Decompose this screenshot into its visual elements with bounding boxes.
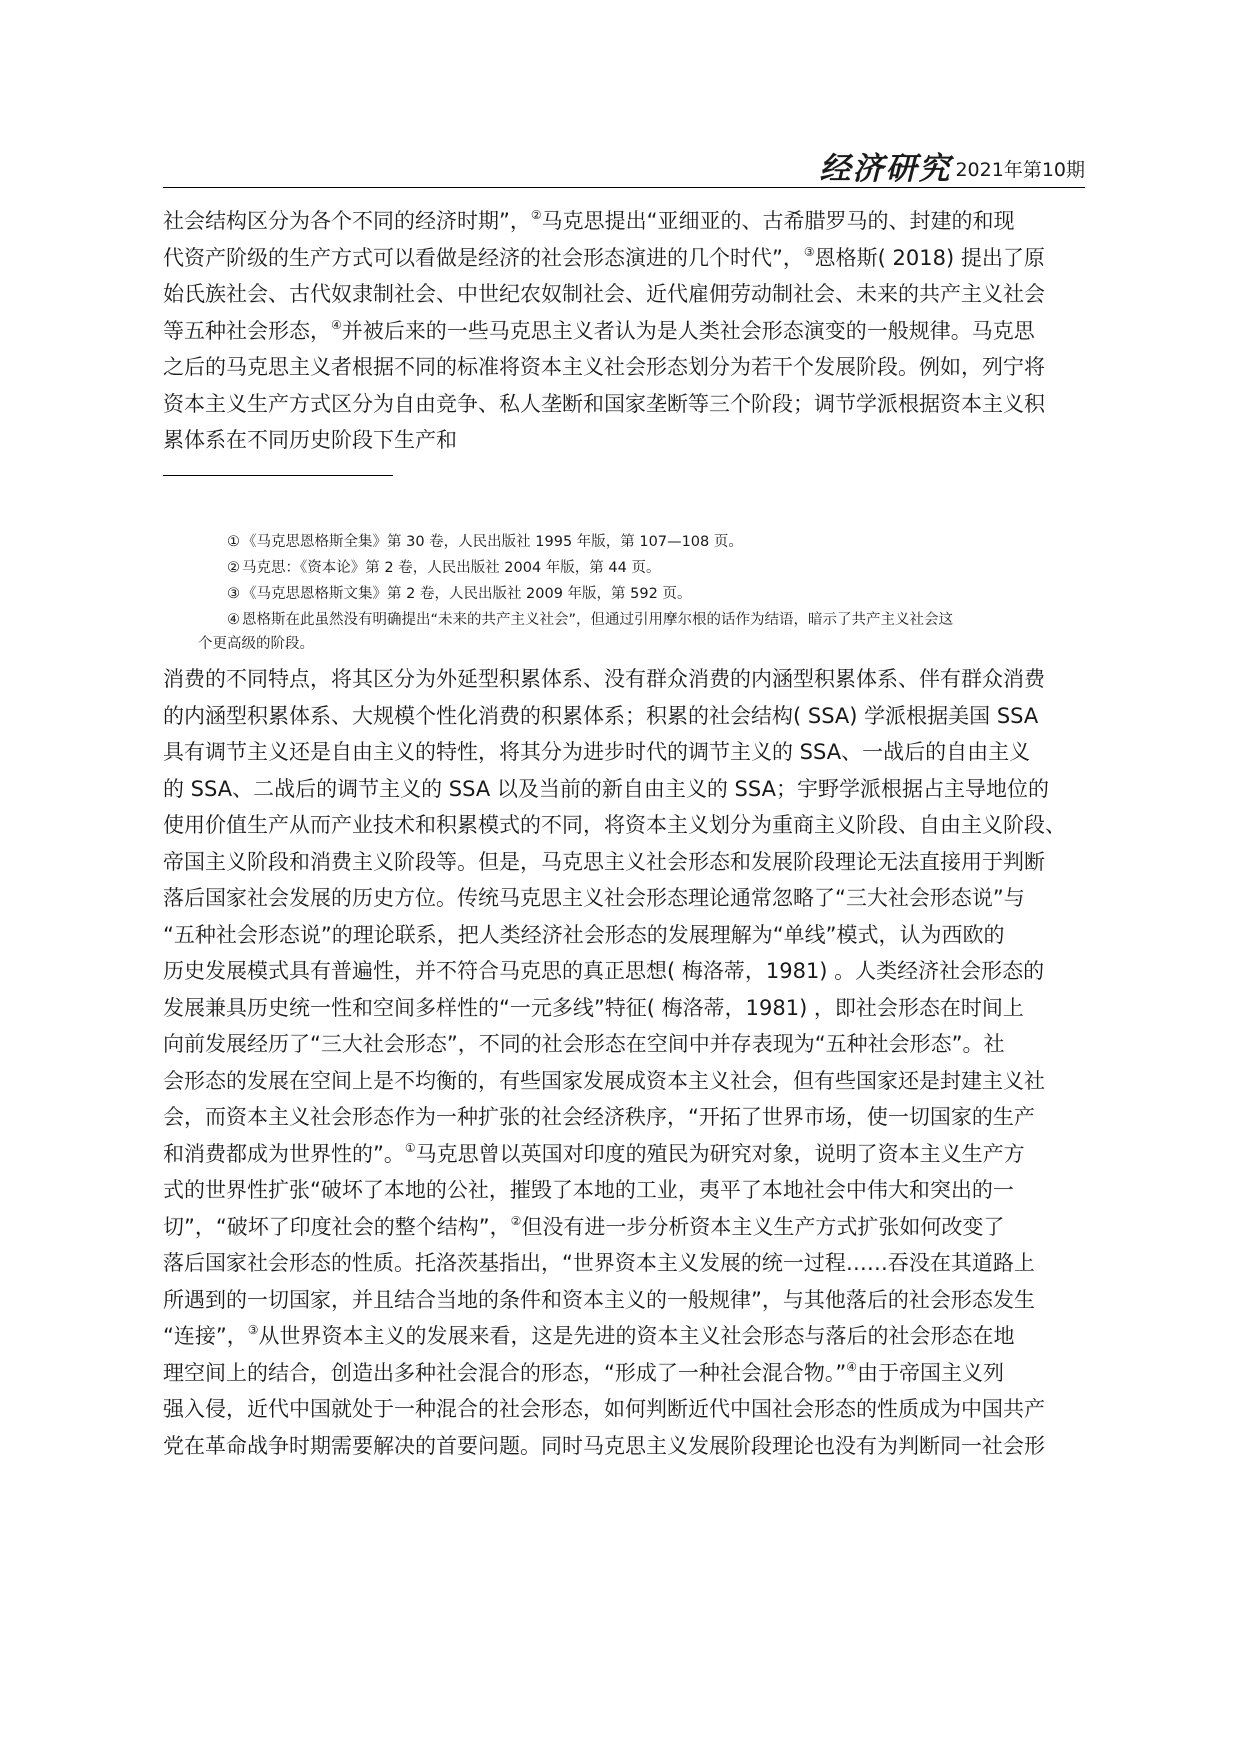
line-text: 消费的不同特点，将其区分为外延型积累体系、没有群众消费的内涵型积累体系、伴有群众消费: [163, 667, 1045, 691]
text-line: [163, 953, 1085, 990]
text-line: [163, 313, 1085, 350]
line-text: 资本主义生产方式区分为自由竞争、私人垄断和国家垄断等三个阶段；调节学派根据资本主义积: [163, 391, 1045, 416]
text-line: [163, 1099, 1085, 1136]
text-line: [163, 1318, 1085, 1355]
footnote-ref[interactable]: ④: [846, 1359, 858, 1374]
footnote-text: 恩格斯在此虽然没有明确提出“未来的共产主义社会”，但通过引用摩尔根的话作为结语，暗示了共产主义社会这: [242, 612, 954, 628]
text-line: [163, 1282, 1085, 1319]
line-text: 的内涵型积累体系、大规模个性化消费的积累体系；积累的社会结构( SSA) 学派根据美国 SSA: [163, 703, 1039, 728]
footnotes: [160, 529, 1090, 655]
line-text: “五种社会形态说”的理论联系，把人类经济社会形态的发展理解为“单线”模式，认为西欧的: [163, 922, 1005, 947]
text-line: [163, 422, 1085, 459]
footnote-number: ③: [227, 586, 240, 602]
header-rule: [163, 187, 1085, 188]
footnote-text: 马克思：《资本论》第 2 卷，人民出版社 2004 年版，第 44 页。: [242, 560, 661, 576]
text-line: [163, 349, 1085, 386]
text-line: [163, 276, 1085, 313]
line-text: 代资产阶级的生产方式可以看做是经济的社会形态演进的几个时代”，: [163, 245, 804, 270]
footnote-ref[interactable]: ③: [803, 244, 815, 259]
footnote-separator: [163, 475, 393, 476]
line-text: 的 SSA、二战后的调节主义的 SSA 以及当前的新自由主义的 SSA；宇野学派根据占主导地位的: [163, 776, 1049, 801]
line-text: 落后国家社会形态的性质。托洛茨基指出，“世界资本主义发展的统一过程……吞没在其道路上: [163, 1251, 1035, 1275]
footnote-number: ②: [227, 560, 240, 576]
issue-number: 2021年第10期: [955, 159, 1085, 181]
text-line: [163, 1172, 1085, 1209]
line-text: “连接”，: [163, 1324, 248, 1348]
footnote-item: [160, 633, 1090, 655]
text-line: [163, 240, 1085, 277]
footnote-ref[interactable]: ④: [331, 317, 342, 332]
line-text: 理空间上的结合，创造出多种社会混合的形态，“形成了一种社会混合物。”: [163, 1360, 847, 1385]
footnote-ref[interactable]: ③: [247, 1323, 259, 1337]
line-text: 历史发展模式具有普遍性，并不符合马克思的真正思想( 梅洛蒂，1981) 。人类经济社会形态的: [163, 959, 1045, 983]
line-text-continued: 从世界资本主义的发展来看，这是先进的资本主义社会形态与落后的社会形态在地: [258, 1324, 1015, 1348]
footnote-ref[interactable]: ②: [530, 208, 542, 222]
line-text: 强入侵，近代中国就处于一种混合的社会形态，如何判断近代中国社会形态的性质成为中国共产: [163, 1397, 1045, 1421]
text-line: [163, 1063, 1085, 1100]
text-line: [163, 917, 1085, 954]
line-text: 和消费都成为世界性的”。: [163, 1141, 405, 1166]
line-text: 会，而资本主义社会形态作为一种扩张的社会经济秩序，“开拓了世界市场，使一切国家的生产: [163, 1105, 1035, 1129]
footnote-ref[interactable]: ②: [510, 1213, 522, 1228]
footnote-ref[interactable]: ①: [404, 1140, 416, 1155]
line-text: 累体系在不同历史阶段下生产和: [163, 428, 457, 452]
text-line: [163, 203, 1085, 240]
text-line: [163, 1136, 1085, 1173]
text-line: [163, 1026, 1085, 1063]
line-text-continued: 恩格斯( 2018) 提出了原: [814, 245, 1045, 270]
footnote-item: [160, 529, 1090, 555]
line-text-continued: 马克思提出“亚细亚的、古希腊罗马的、封建的和现: [541, 209, 1015, 233]
line-text: 向前发展经历了“三大社会形态”，不同的社会形态在空间中并存表现为“五种社会形态”。社: [163, 1032, 1005, 1056]
line-text: 始氏族社会、古代奴隶制社会、中世纪农奴制社会、近代雇佣劳动制社会、未来的共产主义社会: [163, 282, 1045, 306]
text-line: [163, 990, 1085, 1027]
text-line: [163, 844, 1085, 881]
line-text: 社会结构区分为各个不同的经济时期”，: [163, 209, 531, 233]
line-text: 等五种社会形态，: [163, 318, 331, 343]
text-line: [163, 698, 1085, 735]
line-text: 会形态的发展在空间上是不均衡的，有些国家发展成资本主义社会，但有些国家还是封建主义社: [163, 1068, 1045, 1093]
running-header: [163, 150, 1085, 186]
footnote-number: ①: [227, 534, 240, 550]
text-line: [163, 880, 1085, 917]
text-line: [163, 807, 1085, 844]
journal-logo: 经济研究: [819, 151, 952, 187]
line-text: 式的世界性扩张“破坏了本地的公社，摧毁了本地的工业，夷平了本地社会中伟大和突出的一: [163, 1178, 1014, 1202]
line-text: 切”，“破坏了印度社会的整个结构”，: [163, 1214, 511, 1239]
upper-paragraph: [163, 203, 1085, 459]
line-text: 之后的马克思主义者根据不同的标准将资本主义社会形态划分为若干个发展阶段。例如，列宁将: [163, 355, 1045, 379]
line-text-continued: 但没有进一步分析资本主义生产方式扩张如何改变了: [521, 1214, 1005, 1239]
text-line: [163, 1209, 1085, 1246]
text-line: [163, 661, 1085, 698]
footnote-item: [160, 555, 1090, 581]
line-text: 党在革命战争时期需要解决的首要问题。同时马克思主义发展阶段理论也没有为判断同一社会形: [163, 1433, 1045, 1458]
line-text-continued: 并被后来的一些马克思主义者认为是人类社会形态演变的一般规律。马克思: [341, 318, 1035, 343]
lower-paragraph: [163, 661, 1085, 1464]
footnote-item: [160, 581, 1090, 607]
line-text: 帝国主义阶段和消费主义阶段等。但是，马克思主义社会形态和发展阶段理论无法直接用于判断: [163, 849, 1045, 874]
line-text-continued: 马克思曾以英国对印度的殖民为研究对象，说明了资本主义生产方: [415, 1141, 1025, 1166]
text-line: [163, 1245, 1085, 1282]
line-text: 具有调节主义还是自由主义的特性，将其分为进步时代的调节主义的 SSA、一战后的自由主义: [163, 740, 1031, 764]
footnote-text: 《马克思恩格斯全集》第 30 卷，人民出版社 1995 年版，第 107—108 页。: [242, 534, 743, 550]
text-line: [163, 386, 1085, 423]
line-text-continued: 由于帝国主义列: [857, 1360, 1005, 1385]
text-line: [163, 771, 1085, 808]
line-text: 落后国家社会发展的历史方位。传统马克思主义社会形态理论通常忽略了“三大社会形态说”与: [163, 886, 1025, 910]
text-line: [163, 1355, 1085, 1392]
text-line: [163, 1428, 1085, 1465]
text-line: [163, 1391, 1085, 1428]
line-text: 发展兼具历史统一性和空间多样性的“一元多线”特征( 梅洛蒂，1981) ，即社会形态在时间上: [163, 995, 1024, 1020]
footnote-text: 《马克思恩格斯文集》第 2 卷，人民出版社 2009 年版，第 592 页。: [242, 586, 692, 602]
footnote-text: 个更高级的阶段。: [198, 636, 314, 652]
text-line: [163, 734, 1085, 771]
line-text: 所遇到的一切国家，并且结合当地的条件和资本主义的一般规律”，与其他落后的社会形态发生: [163, 1287, 1035, 1312]
footnote-item: [160, 607, 1090, 633]
line-text: 使用价值生产从而产业技术和积累模式的不同，将资本主义划分为重商主义阶段、自由主义阶段、: [163, 813, 1066, 837]
footnote-number: ④: [227, 612, 240, 628]
